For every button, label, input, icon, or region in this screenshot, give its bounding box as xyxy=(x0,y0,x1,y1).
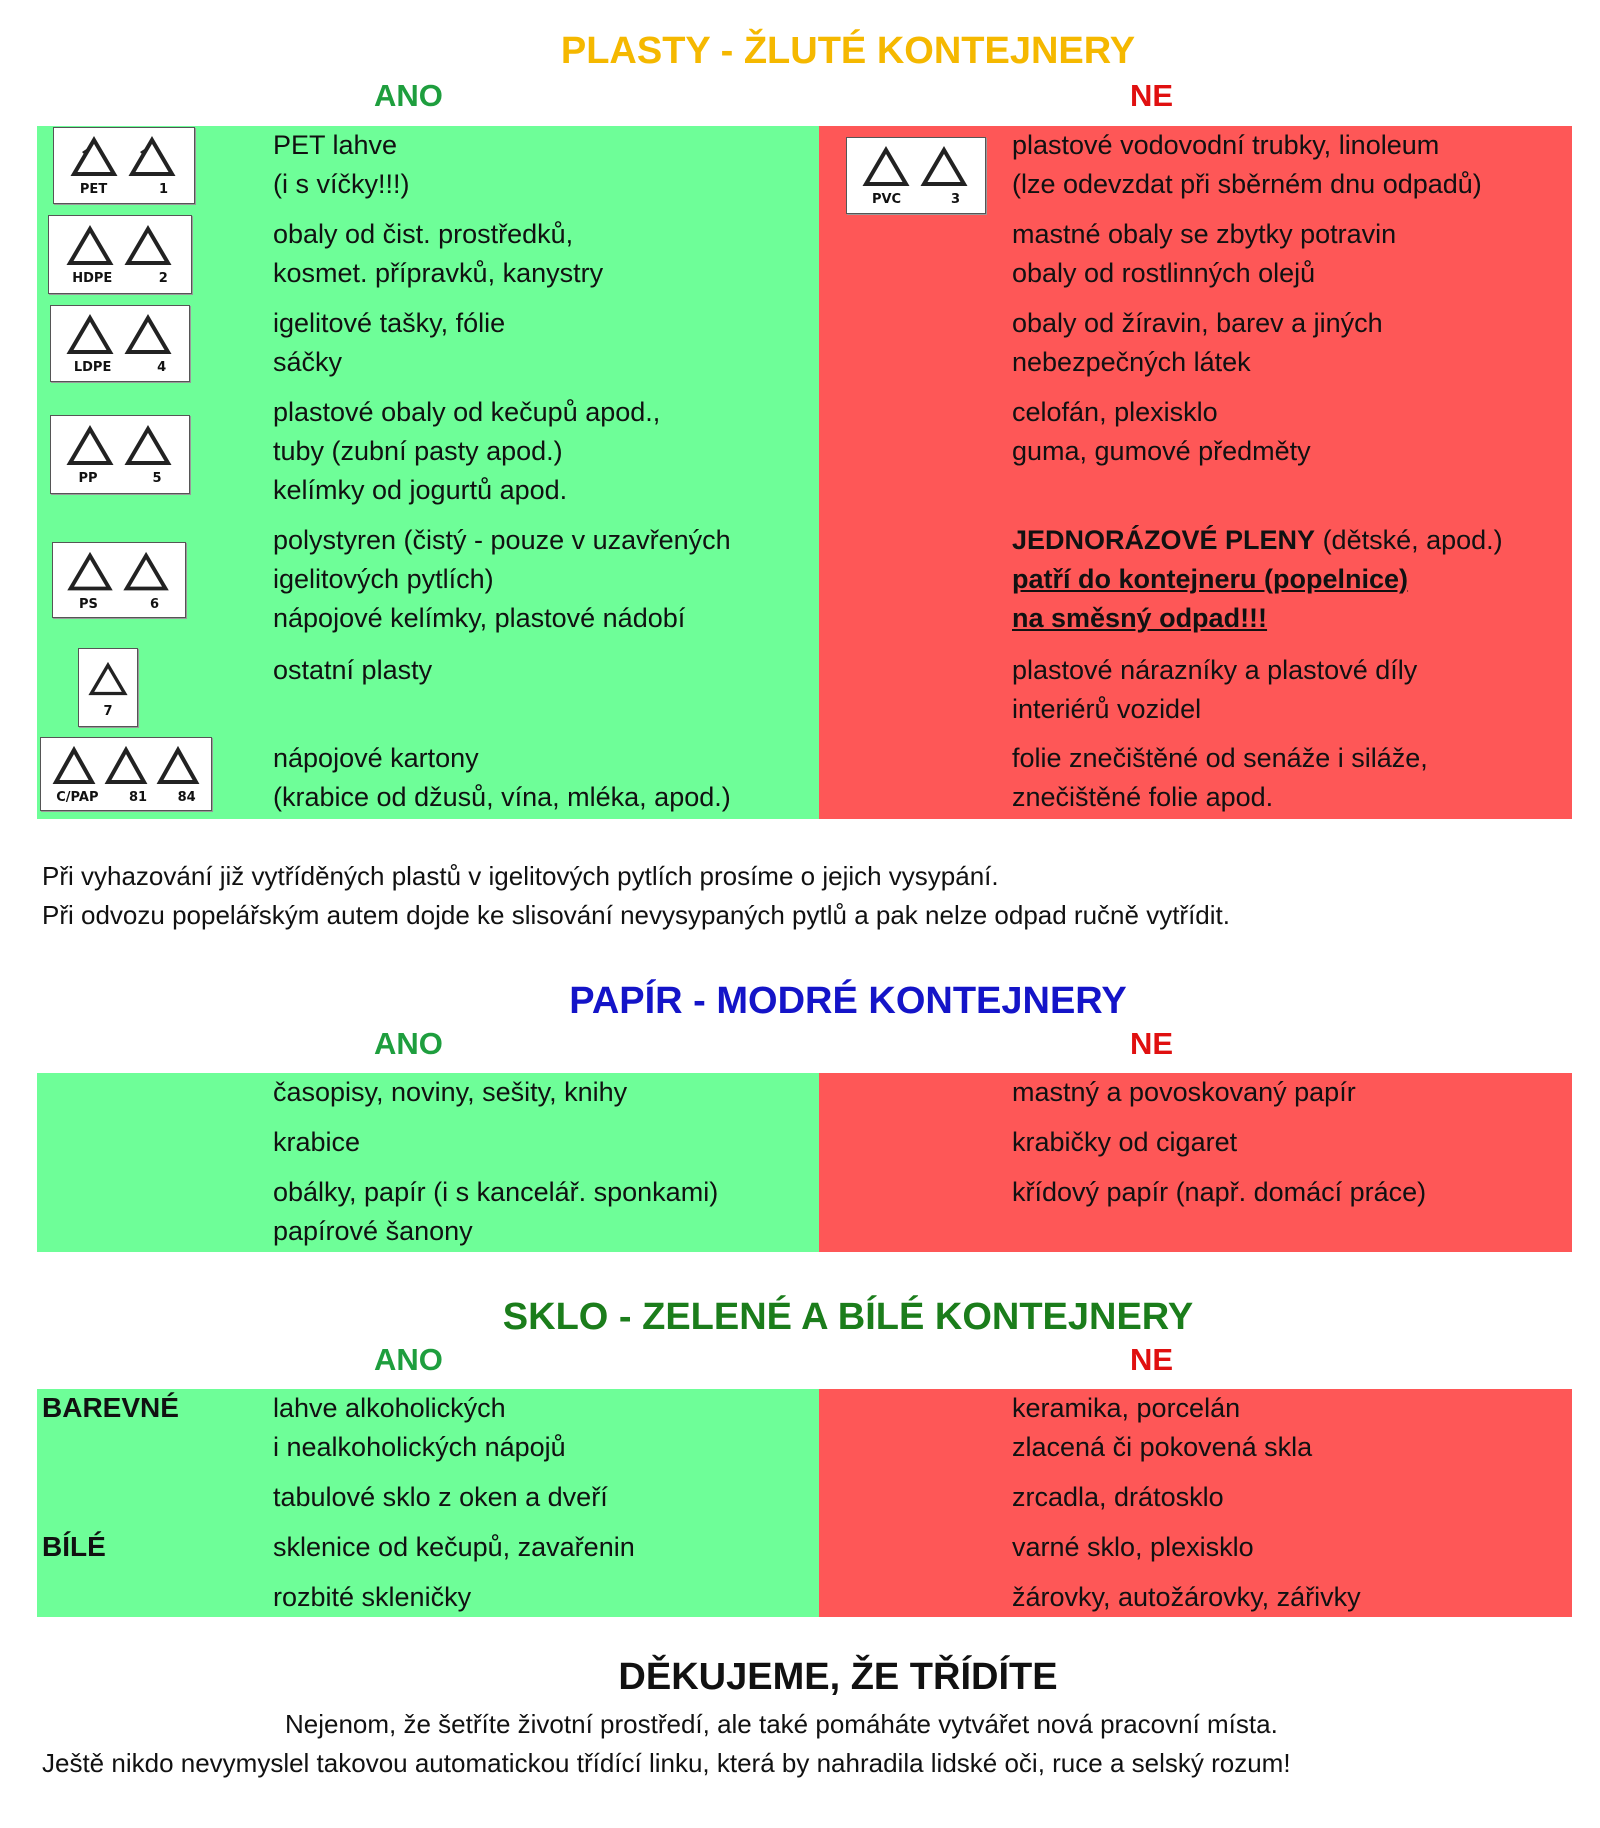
sklo-yes-item: rozbité skleničky xyxy=(273,1582,472,1612)
item-line: PET lahve xyxy=(273,130,398,160)
diapers-bold-label: JEDNORÁZOVÉ PLENY xyxy=(1012,525,1316,555)
papir-ano-header: ANO xyxy=(374,1026,443,1061)
ps-recycle-icon xyxy=(52,542,186,618)
sklo-yes-item: sklenice od kečupů, zavařenin xyxy=(273,1532,635,1562)
plasty-note xyxy=(42,857,1230,935)
item-line: nebezpečných látek xyxy=(1012,347,1251,377)
item-line: polystyren (čistý - pouze v uzavřených xyxy=(273,525,731,555)
plasty-title: PLASTY - ŽLUTÉ KONTEJNERY xyxy=(560,30,1136,72)
pp-recycle-icon xyxy=(50,415,190,494)
diapers-warning-line: na směsný odpad!!! xyxy=(1012,603,1268,633)
ps-number-label: 6 xyxy=(149,596,159,612)
papir-no-item: krabičky od cigaret xyxy=(1012,1127,1238,1157)
plasty-yes-item xyxy=(273,739,731,817)
hdpe-code-label: HDPE xyxy=(72,271,113,286)
sklo-no-item: zrcadla, drátosklo xyxy=(1012,1482,1224,1512)
cpap-code-label: C/PAP xyxy=(56,789,99,805)
diapers-rest-label: (dětské, apod.) xyxy=(1315,525,1503,555)
hdpe-number-label: 2 xyxy=(158,271,168,286)
plasty-no-item xyxy=(1012,304,1383,382)
item-line: (lze odevzdat při sběrném dnu odpadů) xyxy=(1012,169,1482,199)
cpap-number-84-label: 84 xyxy=(177,789,196,805)
papir-yes-item xyxy=(273,1173,718,1251)
other-plastics-recycle-icon xyxy=(78,648,138,727)
item-line xyxy=(1012,521,1503,560)
item-line: (krabice od džusů, vína, mléka, apod.) xyxy=(273,782,731,812)
footer-line-1: Nejenom, že šetříte životní prostředí, ale také pomáháte vytvářet nová pracovní místa. xyxy=(285,1709,1278,1739)
item-line: folie znečištěné od senáže i siláže, xyxy=(1012,743,1428,773)
sklo-label-bile: BÍLÉ xyxy=(42,1531,106,1562)
other-number-label: 7 xyxy=(103,704,113,719)
item-line: i nealkoholických nápojů xyxy=(273,1432,566,1462)
sklo-ano-header: ANO xyxy=(374,1342,443,1377)
pet-recycle-icon xyxy=(53,127,195,204)
plasty-no-item xyxy=(1012,393,1311,471)
note-line: Při vyhazování již vytříděných plastů v igelitových pytlích prosíme o jejich vysypání. xyxy=(42,861,999,891)
item-line: kelímky od jogurtů apod. xyxy=(273,475,568,505)
plasty-ano-header: ANO xyxy=(374,78,443,113)
papir-yes-item: časopisy, noviny, sešity, knihy xyxy=(273,1077,628,1107)
sklo-no-item xyxy=(1012,1389,1312,1467)
item-line: lahve alkoholických xyxy=(273,1393,506,1423)
item-line: celofán, plexisklo xyxy=(1012,397,1218,427)
item-line: plastové obaly od kečupů apod., xyxy=(273,397,661,427)
papir-title: PAPÍR - MODRÉ KONTEJNERY xyxy=(569,980,1127,1022)
item-line: keramika, porcelán xyxy=(1012,1393,1241,1423)
item-line: papírové šanony xyxy=(273,1216,473,1246)
hdpe-recycle-icon xyxy=(48,215,192,294)
pet-number-label: 1 xyxy=(159,182,169,197)
pvc-number-label: 3 xyxy=(951,192,961,207)
plasty-ne-header: NE xyxy=(1130,78,1174,113)
item-line: sáčky xyxy=(273,347,343,377)
plasty-yes-item xyxy=(273,393,660,510)
plasty-no-item xyxy=(1012,651,1417,729)
item-line: obálky, papír (i s kancelář. sponkami) xyxy=(273,1177,719,1207)
sklo-yes-item xyxy=(273,1389,566,1467)
item-line: zlacená či pokovená skla xyxy=(1012,1432,1313,1462)
ldpe-recycle-icon xyxy=(50,305,190,382)
sklo-no-item: žárovky, autožárovky, zářivky xyxy=(1012,1582,1361,1612)
ps-code-label: PS xyxy=(79,596,98,612)
sklo-ne-header: NE xyxy=(1130,1342,1174,1377)
pvc-code-label: PVC xyxy=(871,192,902,207)
pp-code-label: PP xyxy=(78,471,98,486)
pp-number-label: 5 xyxy=(152,471,162,486)
footer-title: DĚKUJEME, ŽE TŘÍDÍTE xyxy=(618,1656,1058,1698)
papir-yes-item: krabice xyxy=(273,1127,361,1157)
item-line: igelitových pytlích) xyxy=(273,564,494,594)
item-line: obaly od rostlinných olejů xyxy=(1012,258,1316,288)
item-line: guma, gumové předměty xyxy=(1012,436,1311,466)
plasty-yes-item xyxy=(273,126,410,204)
item-line: nápojové kelímky, plastové nádobí xyxy=(273,603,686,633)
cpap-recycle-icon xyxy=(40,737,212,811)
plasty-no-item xyxy=(1012,215,1396,293)
diapers-warning-line: patří do kontejneru (popelnice) xyxy=(1012,564,1409,594)
papir-ne-header: NE xyxy=(1130,1026,1174,1061)
item-line: obaly od žíravin, barev a jiných xyxy=(1012,308,1383,338)
plasty-yes-item xyxy=(273,521,731,638)
item-line: obaly od čist. prostředků, xyxy=(273,219,574,249)
plasty-yes-item xyxy=(273,304,505,382)
sklo-no-item: varné sklo, plexisklo xyxy=(1012,1532,1254,1562)
item-line: ostatní plasty xyxy=(273,655,433,685)
pvc-recycle-icon xyxy=(846,137,986,214)
item-line: igelitové tašky, fólie xyxy=(273,308,506,338)
plasty-no-item xyxy=(1012,739,1428,817)
item-line: interiérů vozidel xyxy=(1012,694,1202,724)
item-line: plastové nárazníky a plastové díly xyxy=(1012,655,1418,685)
plasty-yes-item xyxy=(273,215,603,293)
pet-code-label: PET xyxy=(79,182,108,197)
sklo-title: SKLO - ZELENÉ A BÍLÉ KONTEJNERY xyxy=(502,1296,1194,1338)
ldpe-number-label: 4 xyxy=(157,360,167,375)
plasty-no-item xyxy=(1012,126,1482,204)
plasty-no-item-diapers xyxy=(1012,521,1503,638)
item-line: kosmet. přípravků, kanystry xyxy=(273,258,604,288)
item-line: (i s víčky!!!) xyxy=(273,169,410,199)
sklo-yes-item: tabulové sklo z oken a dveří xyxy=(273,1482,608,1512)
item-line: tuby (zubní pasty apod.) xyxy=(273,436,563,466)
item-line: znečištěné folie apod. xyxy=(1012,782,1274,812)
item-line: nápojové kartony xyxy=(273,743,479,773)
plasty-yes-item xyxy=(273,651,432,690)
item-line: mastné obaly se zbytky potravin xyxy=(1012,219,1397,249)
sklo-label-barevne: BAREVNÉ xyxy=(42,1392,179,1423)
ldpe-code-label: LDPE xyxy=(73,360,112,375)
papir-no-item: křídový papír (např. domácí práce) xyxy=(1012,1177,1427,1207)
note-line: Při odvozu popelářským autem dojde ke slisování nevysypaných pytlů a pak nelze odpad ručně vytřídit. xyxy=(42,900,1230,930)
footer-line-2: Ještě nikdo nevymyslel takovou automatickou třídící linku, která by nahradila lidské oči, ruce a selský rozum! xyxy=(42,1748,1291,1778)
cpap-number-81-label: 81 xyxy=(129,789,148,805)
papir-no-item: mastný a povoskovaný papír xyxy=(1012,1077,1356,1107)
item-line: plastové vodovodní trubky, linoleum xyxy=(1012,130,1440,160)
